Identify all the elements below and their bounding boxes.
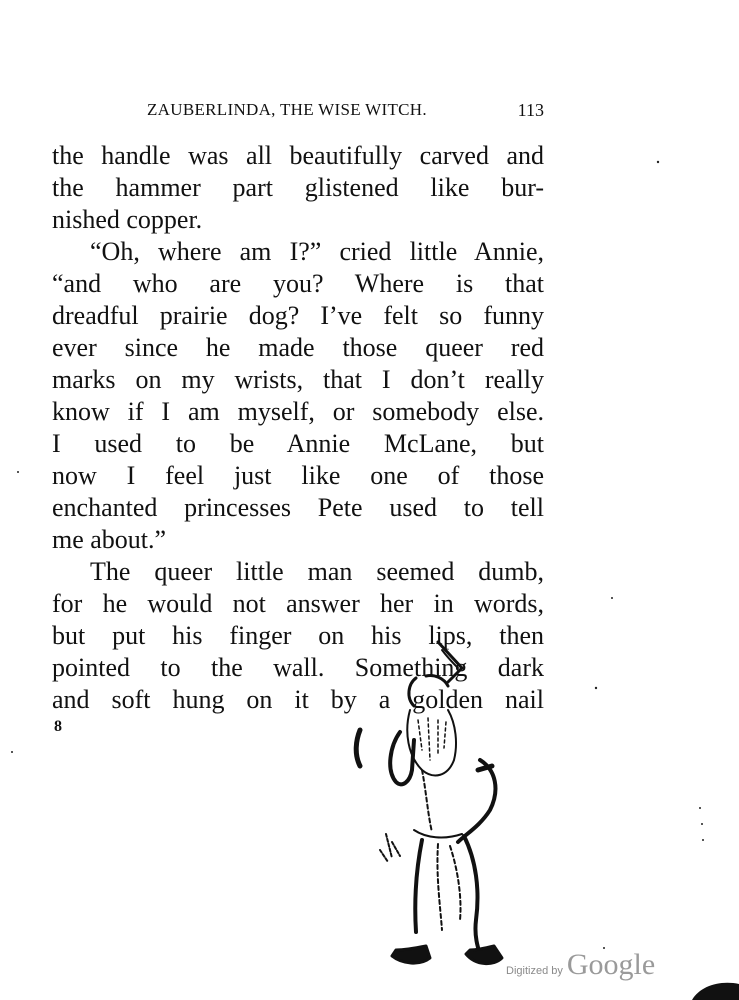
text-line: now I feel just like one of those — [52, 461, 544, 490]
text-line: nished copper. — [52, 205, 203, 234]
text-line: “Oh, where am I?” cried little Annie, — [90, 237, 544, 266]
text-line: “and who are you? Where is that — [52, 269, 544, 298]
text-line: the handle was all beautifully carved and — [52, 141, 544, 170]
text-line: me about.” — [52, 525, 167, 554]
digitized-by-watermark — [506, 948, 655, 982]
text-line: the hammer part glistened like bur- — [52, 173, 544, 202]
text-line: and soft hung on it by a golden nail — [52, 685, 544, 714]
text-line: I used to be Annie McLane, but — [52, 429, 544, 458]
running-title: ZAUBERLINDA, THE WISE WITCH. — [147, 100, 427, 119]
text-line: for he would not answer her in words, — [52, 589, 544, 618]
text-line: marks on my wrists, that I don’t really — [52, 365, 544, 394]
watermark-prefix: Digitized by — [506, 965, 563, 977]
text-line: but put his finger on his lips, then — [52, 621, 544, 650]
text-line: enchanted princesses Pete used to tell — [52, 493, 544, 522]
signature-mark: 8 — [54, 718, 62, 735]
text-line: dreadful prairie dog? I’ve felt so funny — [52, 301, 544, 330]
corner-blot — [692, 983, 739, 1000]
text-line: pointed to the wall. Something dark — [52, 653, 544, 682]
text-line: ever since he made those queer red — [52, 333, 544, 362]
google-logo: Google — [566, 948, 656, 981]
text-line: know if I am myself, or somebody else. — [52, 397, 544, 426]
page-number: 113 — [517, 100, 544, 120]
text-line: The queer little man seemed dumb, — [90, 557, 544, 586]
